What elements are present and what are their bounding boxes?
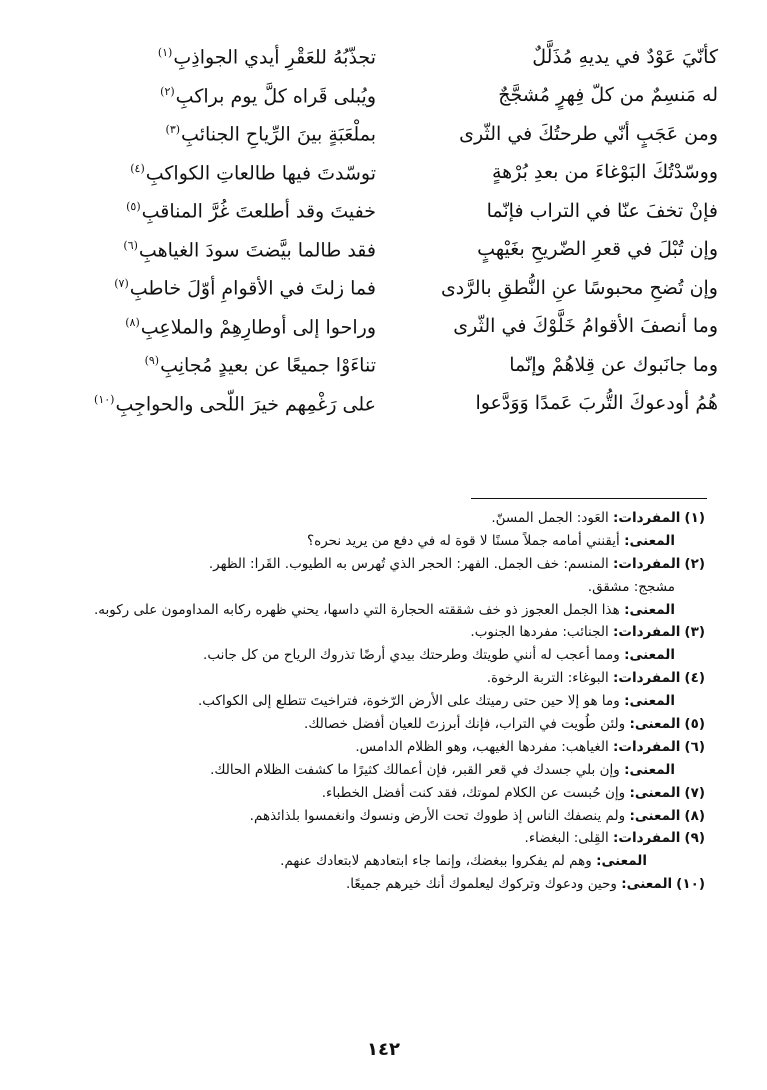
meaning-text: وهم لم يفكروا ببغضك، وإنما جاء ابتعادهم لابتعادك عنهم.: [280, 853, 592, 870]
meaning-text: هذا الجمل العجوز ذو خف شققته الحجارة التي داسها، يحني ظهره ركابه المداومون على ركوبه.: [93, 601, 620, 618]
footnote-number: (١٠): [676, 876, 705, 893]
footnotes: [65, 507, 705, 896]
verse-second-hemistich: تجذّبُهُ للعَقْرِ أيدي الجواذِبِ$^{(١)}$: [157, 46, 376, 69]
verse-second-hemistich: بملْعَبَةٍ بينَ الرِّياحِ الجنائبِ$^{(٣)}$: [165, 123, 376, 146]
label-meaning: المعنى:: [629, 716, 681, 733]
footnote-meaning: [65, 644, 705, 667]
footnote-meaning: [65, 873, 705, 896]
vocabulary-text: المنسم: خف الجمل. الفهر: الحجر الذي تُهرس به الطيوب. القَرا: الظهر.: [208, 555, 609, 572]
verse-first-hemistich: له مَنسِمٌ من كلّ فِهرٍ مُشجَّجٌ: [498, 84, 718, 107]
label-vocabulary: المفردات:: [613, 670, 681, 687]
vocabulary-text: الجنائب: مفردها الجنوب.: [470, 624, 609, 641]
label-vocabulary: المفردات:: [613, 830, 681, 847]
verse-second-hemistich: توسّدتَ فيها طالعاتِ الكواكبِ$^{(٤)}$: [130, 161, 376, 184]
label-meaning: المعنى:: [596, 853, 647, 870]
label-meaning: المعنى:: [624, 647, 675, 664]
verse: [58, 269, 718, 308]
verse-second-hemistich: خفيتَ وقد أطلعتَ غُرَّ المناقبِ$^{(٥)}$: [126, 200, 376, 223]
footnote-meaning: [65, 599, 705, 622]
vocabulary-text: مشجج: مشقق.: [587, 578, 675, 595]
footnote-marker: (٧): [114, 277, 129, 291]
meaning-text: وإن بلي جسدك في قعر القبر، فإن أعمالك كثيرًا ما كشفت الظلام الحالك.: [210, 761, 620, 778]
meaning-text: وإن حُبست عن الكلام لموتك، فقد كنت أفضل الخطباء.: [321, 784, 626, 801]
footnote-marker: (٣): [165, 123, 181, 137]
footnote-meaning: [65, 530, 705, 553]
footnote-number: (٣): [684, 624, 705, 641]
verse-first-hemistich: كأنّيَ عَوْدٌ في يديهِ مُذَلَّلٌ: [532, 45, 718, 68]
page-number: ١٤٢: [367, 1039, 400, 1060]
label-meaning: المعنى:: [624, 693, 675, 710]
label-meaning: المعنى:: [624, 761, 675, 778]
label-vocabulary: المفردات:: [613, 738, 681, 755]
label-meaning: المعنى:: [629, 784, 681, 801]
verse-first-hemistich: فإنْ تخفَ عنّا في التراب فإنّما: [486, 199, 718, 222]
footnote-number: (٧): [684, 784, 705, 801]
verse: [58, 154, 718, 193]
verse-second-hemistich: على رَغْمِهم خيرَ اللّحى والحواجِبِ$^{(١٠)}$: [94, 392, 376, 415]
label-vocabulary: المفردات:: [613, 510, 681, 526]
footnote-marker: (٦): [123, 238, 138, 252]
meaning-text: ولئن طُويت في التراب، فإنك أبرزتَ للعيان أفضل خصالك.: [304, 716, 626, 733]
footnote-number: (٩): [684, 830, 705, 847]
footnote-number: (٦): [684, 738, 705, 755]
footnote-marker: (٩): [144, 354, 160, 368]
footnote-marker: (١٠): [94, 392, 115, 406]
verse-first-hemistich: وما جانَبوك عن قِلاهُمْ وإنّما: [509, 353, 718, 376]
verse-second-hemistich: فما زلتَ في الأقوامِ أوّلَ خاطبِ$^{(٧)}$: [114, 277, 376, 300]
vocabulary-text: القِلى: البغضاء.: [524, 830, 609, 847]
footnote-marker: (٥): [126, 200, 141, 214]
verse-second-hemistich: ويُبلى قَراه كلَّ يوم براكبِ$^{(٢)}$: [160, 84, 376, 107]
footnote-meaning: [65, 850, 705, 873]
label-meaning: المعنى:: [629, 807, 681, 824]
footnote-separator: [471, 498, 707, 499]
footnote-vocabulary: [65, 553, 705, 576]
verse: [58, 115, 718, 154]
verse-second-hemistich: تناءَوْا جميعًا عن بعيدٍ مُجانِبِ$^{(٩)}$: [144, 354, 376, 377]
footnote-meaning: [65, 713, 705, 736]
footnote-vocabulary: [65, 621, 705, 644]
meaning-text: ولم ينصفك الناس إذ طووك تحت الأرض ونسوك وانغمسوا بلذائذهم.: [249, 807, 626, 824]
verse-first-hemistich: هُمُ أودعوكَ التُّربَ عَمدًا وَوَدَّعوا: [475, 392, 718, 415]
verse: [58, 346, 718, 385]
verse-first-hemistich: وإن تُضحِ محبوسًا عنِ النُّطقِ بالرَّدى: [440, 276, 718, 299]
footnote-vocabulary: [65, 827, 705, 850]
footnote-vocabulary: [65, 736, 705, 759]
verse-first-hemistich: ومن عَجَبٍ أنّي طرحتُكَ في الثّرى: [459, 122, 718, 145]
label-meaning: المعنى:: [624, 532, 675, 549]
footnote-number: (٨): [684, 807, 705, 824]
verse: [58, 77, 718, 116]
footnote-vocabulary: [65, 667, 705, 690]
footnote-marker: (٢): [160, 84, 175, 98]
meaning-text: أيقنني أمامه جملاً مسنًا لا قوة له في دفع من يريد نحره؟: [306, 532, 620, 549]
label-vocabulary: المفردات:: [613, 555, 681, 572]
meaning-text: ومما أعجب له أنني طويتك وطرحتك بيدي أرضًا تذروك الرياح من كل جانب.: [203, 647, 620, 664]
verse-second-hemistich: فقد طالما بيَّضتَ سودَ الغياهبِ$^{(٦)}$: [123, 238, 376, 261]
footnote-marker: (٤): [130, 161, 145, 175]
footnote-vocabulary: [65, 507, 705, 530]
meaning-text: وحين ودعوك وتركوك ليعلموك أنك خيرهم جميعًا.: [345, 876, 617, 893]
verse: [58, 385, 718, 424]
footnote-meaning: [65, 759, 705, 782]
vocabulary-text: الغياهب: مفردها الغيهب، وهو الظلام الدامس.: [355, 738, 609, 755]
verse-first-hemistich: وما أنصفَ الأقوامُ خَلَّوْكَ في الثّرى: [453, 315, 718, 338]
footnote-number: (٤): [684, 670, 705, 687]
label-meaning: المعنى:: [621, 876, 673, 893]
verse-first-hemistich: وإن تُبْلَ في قعرِ الضّريحِ بغَيْهبٍ: [477, 238, 718, 261]
label-meaning: المعنى:: [624, 601, 675, 618]
footnote-vocabulary-cont: [65, 576, 705, 599]
footnote-number: (١): [684, 510, 705, 526]
verse-second-hemistich: وراحوا إلى أوطارِهِمْ والملاعِبِ$^{(٨)}$: [125, 315, 376, 338]
footnote-number: (٥): [684, 716, 705, 733]
vocabulary-text: العَود: الجمل المسنّ.: [491, 510, 609, 526]
footnote-marker: (٨): [125, 315, 140, 329]
verse: [58, 192, 718, 231]
poem-block: [58, 38, 718, 423]
footnote-meaning: [65, 782, 705, 805]
footnote-meaning: [65, 805, 705, 828]
verse: [58, 308, 718, 347]
verse: [58, 231, 718, 270]
label-vocabulary: المفردات:: [613, 624, 681, 641]
vocabulary-text: البوغاء: التربة الرخوة.: [486, 670, 609, 687]
verse-first-hemistich: ووسّدْتُكَ البَوْغاءَ من بعدِ بُرْهةٍ: [491, 161, 718, 184]
verse: [58, 38, 718, 77]
footnote-marker: (١): [157, 46, 173, 60]
footnote-number: (٢): [684, 555, 705, 572]
meaning-text: وما هو إلا حين حتى رميتك على الأرض الرّخوة، فتراخيتَ تتطلع إلى الكواكب.: [197, 693, 620, 710]
footnote-meaning: [65, 690, 705, 713]
